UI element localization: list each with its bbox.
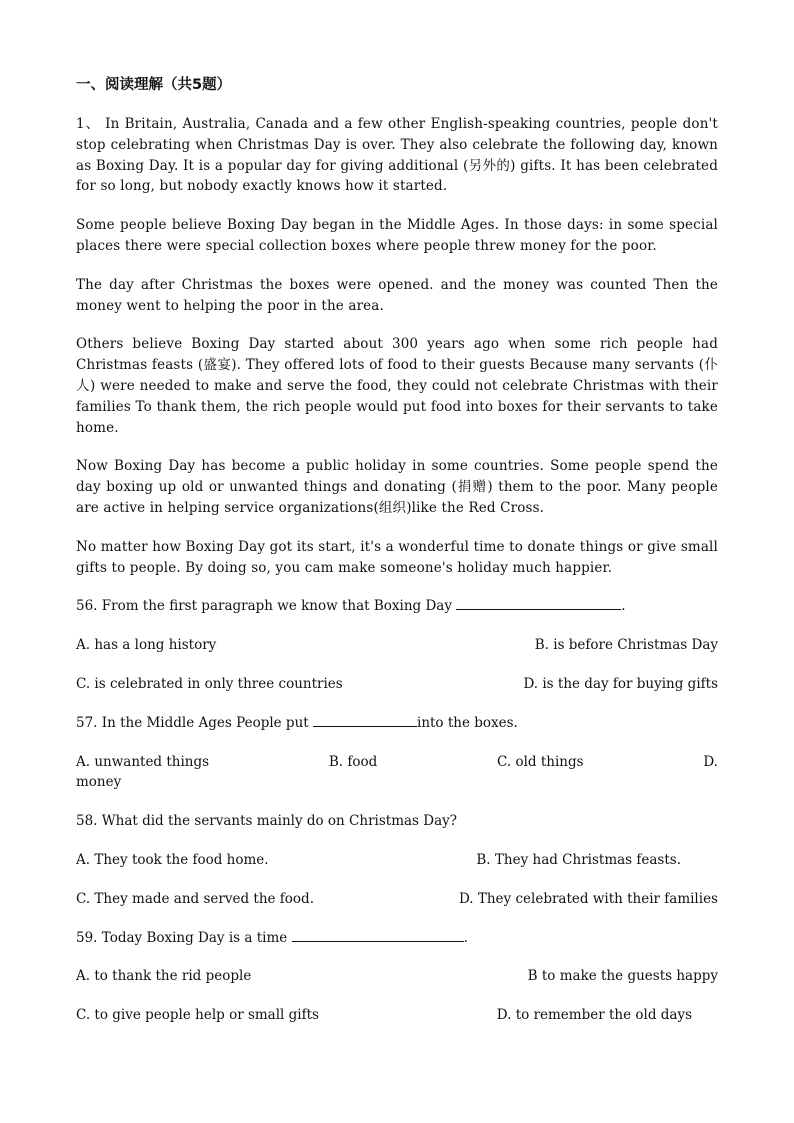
- passage-paragraph-4: Others believe Boxing Day started about 300 years ago when some rich people had Christmas feasts (盛宴). They offered lots of food to their guests Because many servants (仆人) were needed to make and serve the food, they could not celebrate Christmas with their families To thank them, the rich people would put food into boxes for their servants to take home.: [76, 336, 718, 436]
- passage-paragraph-3: The day after Christmas the boxes were opened. and the money was counted Then the money went to helping the poor in the area.: [76, 276, 718, 314]
- option-a: A. They took the food home.: [76, 851, 269, 868]
- option-b: B. food: [328, 753, 378, 770]
- question-58-options-row-1: [76, 850, 718, 871]
- passage-paragraph-2: Some people believe Boxing Day began in the Middle Ages. In those days: in some special places there were special collection boxes where people threw money for the poor.: [76, 217, 718, 254]
- option-d: D. to remember the old days: [496, 1007, 692, 1024]
- answer-blank: [456, 596, 621, 610]
- question-59-end: .: [463, 929, 468, 946]
- question-57-text: 57. In the Middle Ages People put: [76, 714, 313, 731]
- worksheet-page: [76, 74, 718, 1044]
- option-c: C. They made and served the food.: [76, 890, 314, 907]
- question-57-options-row: [76, 752, 718, 773]
- question-59-stem: [76, 928, 718, 949]
- option-b: B. They had Christmas feasts.: [476, 851, 681, 868]
- option-a: A. to thank the rid people: [76, 968, 252, 985]
- question-59-text: 59. Today Boxing Day is a time: [76, 929, 292, 946]
- question-56-options-row-2: [76, 674, 718, 695]
- section-title: 一、阅读理解（共5题）: [76, 77, 232, 93]
- question-56-stem: [76, 596, 718, 617]
- option-c: C. old things: [497, 753, 584, 770]
- question-56-end: .: [621, 598, 626, 615]
- option-b: B. is before Christmas Day: [534, 637, 718, 654]
- question-56-options-row-1: [76, 635, 718, 656]
- option-d-continued: money: [76, 774, 122, 791]
- question-56-text: 56. From the first paragraph we know that Boxing Day: [76, 598, 457, 615]
- answer-blank: [313, 713, 417, 727]
- option-d: D. is the day for buying gifts: [523, 675, 718, 692]
- option-d: D. They celebrated with their families: [458, 890, 718, 907]
- option-a: A. has a long history: [76, 637, 217, 654]
- option-b: B to make the guests happy: [527, 968, 718, 985]
- question-59-options-row-2: [76, 1005, 718, 1026]
- question-58-options-row-2: [76, 889, 718, 910]
- answer-blank: [292, 928, 464, 942]
- passage-paragraph-1: 1、 In Britain, Australia, Canada and a few other English-speaking countries, people don't stop celebrating when Christmas Day is over. They also celebrate the following day, known as Boxing Day. It is a popular day for giving additional (另外的) gifts. It has been celebrated for so long, but nobody exactly knows how it started.: [76, 116, 718, 195]
- passage-paragraph-6: No matter how Boxing Day got its start, it's a wonderful time to donate things or give small gifts to people. By doing so, you cam make someone's holiday much happier.: [76, 538, 718, 576]
- question-59-options-row-1: [76, 966, 718, 987]
- option-c: C. is celebrated in only three countries: [76, 675, 343, 692]
- question-58-text: 58. What did the servants mainly do on Christmas Day?: [76, 813, 457, 830]
- question-57-end: into the boxes.: [417, 714, 518, 731]
- passage-paragraph-5: Now Boxing Day has become a public holiday in some countries. Some people spend the day boxing up old or unwanted things and donating (捐赠) them to the poor. Many people are active in helping service organizations(组织)like the Red Cross.: [76, 458, 718, 516]
- option-c: C. to give people help or small gifts: [76, 1007, 319, 1024]
- option-d: D.: [703, 753, 718, 770]
- option-a: A. unwanted things: [76, 753, 210, 770]
- question-58-stem: [76, 811, 718, 832]
- question-57-stem: [76, 713, 718, 734]
